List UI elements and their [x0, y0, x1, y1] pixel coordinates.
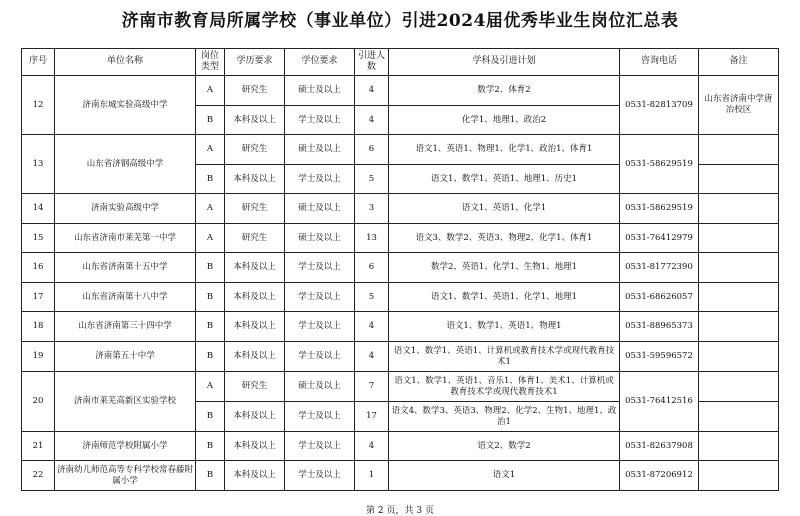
- row-remark: [699, 402, 779, 432]
- row-edu: 本科及以上: [225, 432, 285, 461]
- table-header-row: [22, 49, 779, 76]
- row-subjects: 语文1、数学1、英语1、音乐1、体育1、美术1、计算机或教育技术学或现代教育技术1: [389, 372, 620, 402]
- row-post: A: [196, 372, 225, 402]
- row-post: B: [196, 283, 225, 312]
- row-subjects: 数学2、英语1、化学1、生物1、地理1: [389, 253, 620, 283]
- row-phone: 0531-58629519: [620, 194, 699, 224]
- row-post: A: [196, 224, 225, 253]
- row-seq: 20: [22, 372, 55, 432]
- row-count: 4: [355, 106, 389, 135]
- row-subjects: 语文1、英语1、物理1、化学1、政治1、体育1: [389, 135, 620, 165]
- row-unit: 济南实验高级中学: [55, 194, 196, 224]
- row-subjects: 语文1、英语1、化学1: [389, 194, 620, 224]
- row-remark: [699, 224, 779, 253]
- row-edu: 研究生: [225, 76, 285, 106]
- table-row: [22, 253, 779, 283]
- row-subjects: 语文2、数学2: [389, 432, 620, 461]
- row-post: B: [196, 106, 225, 135]
- row-subjects: 语文1、数学1、英语1、物理1: [389, 312, 620, 342]
- row-degree: 硕士及以上: [285, 224, 355, 253]
- header-seq: 序号: [22, 49, 55, 76]
- row-phone: 0531-76412979: [620, 224, 699, 253]
- row-subjects: 语文1: [389, 461, 620, 491]
- row-subjects: 语文1、数学1、英语1、计算机或教育技术学或现代教育技术1: [389, 342, 620, 372]
- row-phone: 0531-81772390: [620, 253, 699, 283]
- row-count: 5: [355, 283, 389, 312]
- row-degree: 学士及以上: [285, 106, 355, 135]
- row-subjects: 化学1、地理1、政治2: [389, 106, 620, 135]
- row-count: 13: [355, 224, 389, 253]
- row-unit: 山东省济南市莱芜第一中学: [55, 224, 196, 253]
- row-remark: [699, 432, 779, 461]
- header-edu-req: 学历要求: [225, 49, 285, 76]
- row-edu: 本科及以上: [225, 283, 285, 312]
- positions-table: [21, 48, 779, 491]
- table-row: [22, 194, 779, 224]
- header-subjects: 学科及引进计划: [389, 49, 620, 76]
- row-seq: 12: [22, 76, 55, 135]
- row-seq: 16: [22, 253, 55, 283]
- row-count: 6: [355, 253, 389, 283]
- row-degree: 硕士及以上: [285, 135, 355, 165]
- row-seq: 19: [22, 342, 55, 372]
- row-unit: 济南师范学校附属小学: [55, 432, 196, 461]
- row-count: 4: [355, 342, 389, 372]
- document-title: 济南市教育局所属学校（事业单位）引进2024届优秀毕业生岗位汇总表: [121, 11, 679, 31]
- row-remark: [699, 372, 779, 402]
- row-degree: 硕士及以上: [285, 372, 355, 402]
- row-unit: 济南第五十中学: [55, 342, 196, 372]
- row-count: 6: [355, 135, 389, 165]
- row-edu: 本科及以上: [225, 312, 285, 342]
- row-degree: 学士及以上: [285, 461, 355, 491]
- row-edu: 本科及以上: [225, 253, 285, 283]
- header-unit: 单位名称: [55, 49, 196, 76]
- header-degree-req: 学位要求: [285, 49, 355, 76]
- row-degree: 硕士及以上: [285, 194, 355, 224]
- row-remark: [699, 312, 779, 342]
- row-subjects: 语文1、数学1、英语1、地理1、历史1: [389, 165, 620, 194]
- row-unit: 济南幼儿师范高等专科学校常春藤附属小学: [55, 461, 196, 491]
- row-edu: 本科及以上: [225, 402, 285, 432]
- row-subjects: 语文1、数学1、英语1、化学1、地理1: [389, 283, 620, 312]
- row-post: B: [196, 342, 225, 372]
- row-degree: 学士及以上: [285, 312, 355, 342]
- row-count: 1: [355, 461, 389, 491]
- row-seq: 13: [22, 135, 55, 194]
- row-edu: 本科及以上: [225, 106, 285, 135]
- header-remark: 备注: [699, 49, 779, 76]
- row-phone: 0531-82637908: [620, 432, 699, 461]
- page-footer: 第 2 页，共 3 页: [366, 506, 434, 516]
- table-row: [22, 461, 779, 491]
- table-row: [22, 432, 779, 461]
- row-seq: 17: [22, 283, 55, 312]
- row-edu: 研究生: [225, 135, 285, 165]
- row-edu: 研究生: [225, 194, 285, 224]
- row-phone: 0531-87206912: [620, 461, 699, 491]
- row-post: B: [196, 312, 225, 342]
- row-post: A: [196, 135, 225, 165]
- row-subjects: 语文4、数学3、英语3、物理2、化学2、生物1、地理1、政治1: [389, 402, 620, 432]
- row-post: B: [196, 461, 225, 491]
- row-count: 3: [355, 194, 389, 224]
- row-count: 4: [355, 312, 389, 342]
- row-remark: [699, 283, 779, 312]
- row-edu: 研究生: [225, 224, 285, 253]
- row-unit: 山东省济钢高级中学: [55, 135, 196, 194]
- row-post: B: [196, 165, 225, 194]
- row-remark: [699, 135, 779, 165]
- row-remark: 山东省济南中学唐冶校区: [699, 76, 779, 135]
- row-edu: 研究生: [225, 372, 285, 402]
- row-remark: [699, 461, 779, 491]
- row-unit: 山东省济南第三十四中学: [55, 312, 196, 342]
- table-row: [22, 135, 779, 165]
- row-phone: 0531-88965373: [620, 312, 699, 342]
- row-subjects: 语文3、数学2、英语3、物理2、化学1、体育1: [389, 224, 620, 253]
- header-count: 引进人数: [355, 49, 389, 76]
- row-phone: 0531-59596572: [620, 342, 699, 372]
- row-remark: [699, 342, 779, 372]
- row-seq: 15: [22, 224, 55, 253]
- row-degree: 学士及以上: [285, 253, 355, 283]
- row-post: B: [196, 402, 225, 432]
- row-edu: 本科及以上: [225, 165, 285, 194]
- row-remark: [699, 165, 779, 194]
- row-seq: 14: [22, 194, 55, 224]
- row-phone: 0531-58629519: [620, 135, 699, 194]
- row-degree: 学士及以上: [285, 402, 355, 432]
- row-unit: 山东省济南第十八中学: [55, 283, 196, 312]
- row-unit: 山东省济南第十五中学: [55, 253, 196, 283]
- row-count: 4: [355, 76, 389, 106]
- row-degree: 学士及以上: [285, 342, 355, 372]
- row-edu: 本科及以上: [225, 461, 285, 491]
- row-degree: 硕士及以上: [285, 76, 355, 106]
- table-row: [22, 76, 779, 106]
- header-post-type: 岗位类型: [196, 49, 225, 76]
- table-row: [22, 372, 779, 402]
- row-degree: 学士及以上: [285, 165, 355, 194]
- row-post: B: [196, 432, 225, 461]
- row-seq: 18: [22, 312, 55, 342]
- row-seq: 22: [22, 461, 55, 491]
- row-count: 7: [355, 372, 389, 402]
- row-unit: 济南市莱芜高新区实验学校: [55, 372, 196, 432]
- row-post: B: [196, 253, 225, 283]
- header-phone: 咨询电话: [620, 49, 699, 76]
- row-subjects: 数学2、体育2: [389, 76, 620, 106]
- row-count: 4: [355, 432, 389, 461]
- row-phone: 0531-68626057: [620, 283, 699, 312]
- table-row: [22, 342, 779, 372]
- row-degree: 学士及以上: [285, 283, 355, 312]
- row-count: 5: [355, 165, 389, 194]
- row-remark: [699, 194, 779, 224]
- row-post: A: [196, 194, 225, 224]
- row-unit: 济南东城实验高级中学: [55, 76, 196, 135]
- table-row: [22, 312, 779, 342]
- row-post: A: [196, 76, 225, 106]
- row-phone: 0531-76412516: [620, 372, 699, 432]
- row-remark: [699, 253, 779, 283]
- row-phone: 0531-82813709: [620, 76, 699, 135]
- row-edu: 本科及以上: [225, 342, 285, 372]
- table-row: [22, 283, 779, 312]
- row-seq: 21: [22, 432, 55, 461]
- row-count: 17: [355, 402, 389, 432]
- table-row: [22, 224, 779, 253]
- row-degree: 学士及以上: [285, 432, 355, 461]
